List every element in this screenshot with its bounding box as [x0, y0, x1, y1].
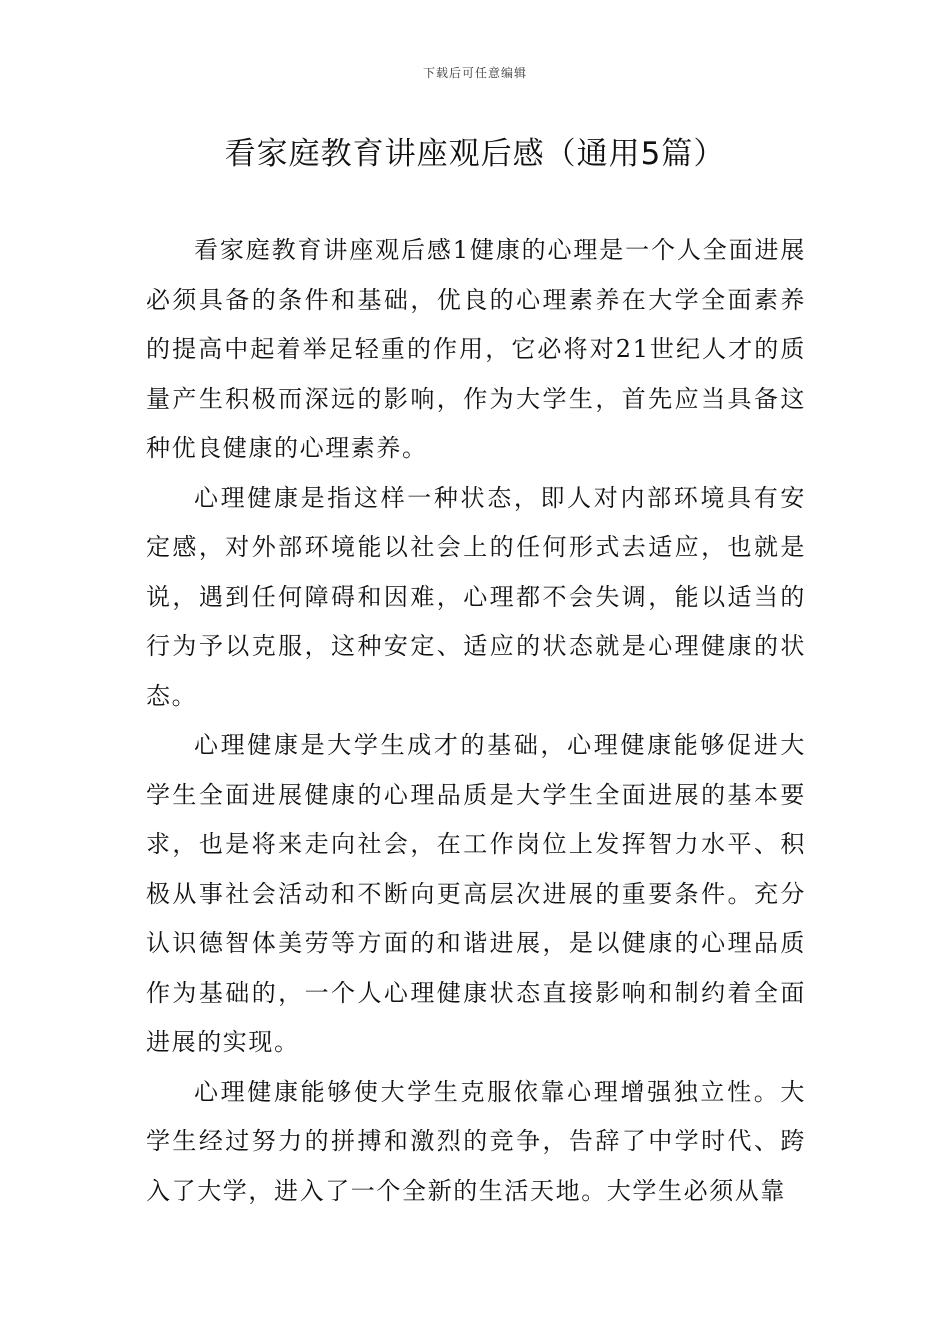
header-note: 下载后可任意编辑 [422, 66, 527, 80]
paragraph: 心理健康能够使大学生克服依靠心理增强独立性。大学生经过努力的拼搏和激烈的竞争，告辞了中学时代、跨入了大学，进入了一个全新的生活天地。大学生必须从靠 [146, 1077, 806, 1205]
paragraph: 心理健康是大学生成才的基础，心理健康能够促进大学生全面进展健康的心理品质是大学生全面进展的基本要求，也是将来走向社会，在工作岗位上发挥智力水平、积极从事社会活动和不断向更高层次进展的重要条件。充分认识德智体美劳等方面的和谐进展，是以健康的心理品质作为基础的，一个人心理健康状态直接影响和制约着全面进展的实现。 [146, 731, 806, 1056]
paragraph: 心理健康是指这样一种状态，即人对内部环境具有安定感，对外部环境能以社会上的任何形式去适应，也就是说，遇到任何障碍和因难，心理都不会失调，能以适当的行为予以克服，这种安定、适应的状态就是心理健康的状态。 [146, 483, 806, 710]
document-body [146, 226, 806, 1216]
document-title: 看家庭教育讲座观后感（通用5篇） [224, 136, 726, 172]
paragraph: 看家庭教育讲座观后感1健康的心理是一个人全面进展必须具备的条件和基础，优良的心理素养在大学全面素养的提高中起着举足轻重的作用，它必将对21世纪人才的质量产生积极而深远的影响，作为大学生，首先应当具备这种优良健康的心理素养。 [146, 236, 806, 462]
